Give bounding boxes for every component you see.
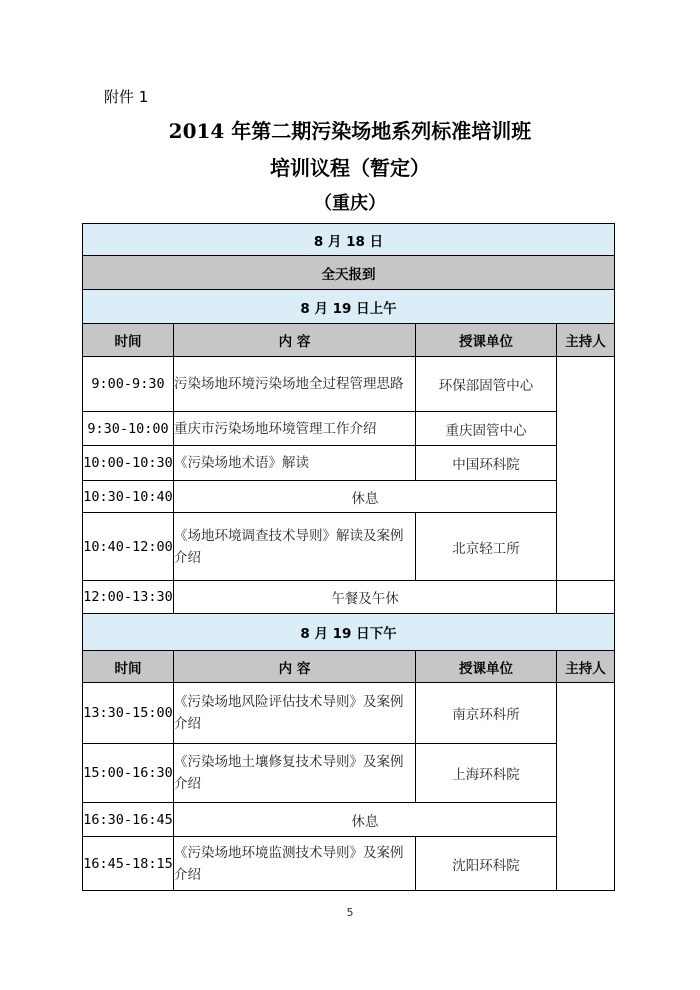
- row-time: 15:00-16:30: [83, 744, 174, 803]
- column-header-row: [83, 324, 615, 357]
- table-row: [83, 837, 615, 891]
- table-row: [83, 683, 615, 744]
- row-content: 《污染场地土壤修复技术导则》及案例介绍: [174, 744, 416, 803]
- agenda-table: [82, 223, 615, 891]
- host-cell: [557, 683, 615, 891]
- break-label: 休息: [174, 481, 557, 513]
- registration-row: [83, 256, 615, 290]
- row-unit: 北京轻工所: [416, 513, 557, 581]
- row-time: 10:00-10:30: [83, 446, 174, 481]
- day-heading: 8 月 18 日: [83, 224, 615, 256]
- day-heading-row: [83, 224, 615, 256]
- header-content: 内 容: [174, 324, 416, 357]
- header-time: 时间: [83, 324, 174, 357]
- row-unit: 重庆固管中心: [416, 412, 557, 446]
- table-row: [83, 744, 615, 803]
- break-label: 休息: [174, 803, 557, 837]
- table-row: [83, 581, 615, 614]
- table-row: [83, 357, 615, 412]
- row-time: 9:30-10:00: [83, 412, 174, 446]
- row-time: 10:30-10:40: [83, 481, 174, 513]
- column-header-row: [83, 651, 615, 683]
- row-content: 污染场地环境污染场地全过程管理思路: [174, 357, 416, 412]
- header-time: 时间: [83, 651, 174, 683]
- row-content: 《污染场地风险评估技术导则》及案例介绍: [174, 683, 416, 744]
- row-time: 16:30-16:45: [83, 803, 174, 837]
- table-row: [83, 412, 615, 446]
- host-cell: [557, 581, 615, 614]
- table-row: [83, 481, 615, 513]
- row-unit: 沈阳环科院: [416, 837, 557, 891]
- row-unit: 环保部固管中心: [416, 357, 557, 412]
- header-host: 主持人: [557, 651, 615, 683]
- row-unit: 中国环科院: [416, 446, 557, 481]
- lunch-label: 午餐及午休: [174, 581, 557, 614]
- host-cell: [557, 357, 615, 581]
- header-content: 内 容: [174, 651, 416, 683]
- session-heading-row: [83, 290, 615, 324]
- row-time: 13:30-15:00: [83, 683, 174, 744]
- document-subtitle: 培训议程（暂定）: [270, 156, 430, 180]
- document-title: 2014 年第二期污染场地系列标准培训班: [168, 119, 532, 143]
- attachment-label: 附件 1: [104, 88, 149, 106]
- row-unit: 南京环科所: [416, 683, 557, 744]
- table-row: [83, 513, 615, 581]
- registration-note: 全天报到: [83, 256, 615, 290]
- row-unit: 上海环科院: [416, 744, 557, 803]
- row-content: 重庆市污染场地环境管理工作介绍: [174, 412, 416, 446]
- row-time: 10:40-12:00: [83, 513, 174, 581]
- session-heading-row: [83, 614, 615, 651]
- row-content: 《污染场地环境监测技术导则》及案例介绍: [174, 837, 416, 891]
- row-time: 16:45-18:15: [83, 837, 174, 891]
- header-unit: 授课单位: [416, 324, 557, 357]
- location-label: （重庆）: [314, 193, 386, 214]
- page-number: 5: [346, 906, 354, 919]
- session-heading-morning: 8 月 19 日上午: [83, 290, 615, 324]
- table-row: [83, 446, 615, 481]
- header-host: 主持人: [557, 324, 615, 357]
- row-time: 12:00-13:30: [83, 581, 174, 614]
- header-unit: 授课单位: [416, 651, 557, 683]
- row-time: 9:00-9:30: [83, 357, 174, 412]
- table-row: [83, 803, 615, 837]
- row-content: 《污染场地术语》解读: [174, 446, 416, 481]
- row-content: 《场地环境调查技术导则》解读及案例介绍: [174, 513, 416, 581]
- session-heading-afternoon: 8 月 19 日下午: [83, 614, 615, 651]
